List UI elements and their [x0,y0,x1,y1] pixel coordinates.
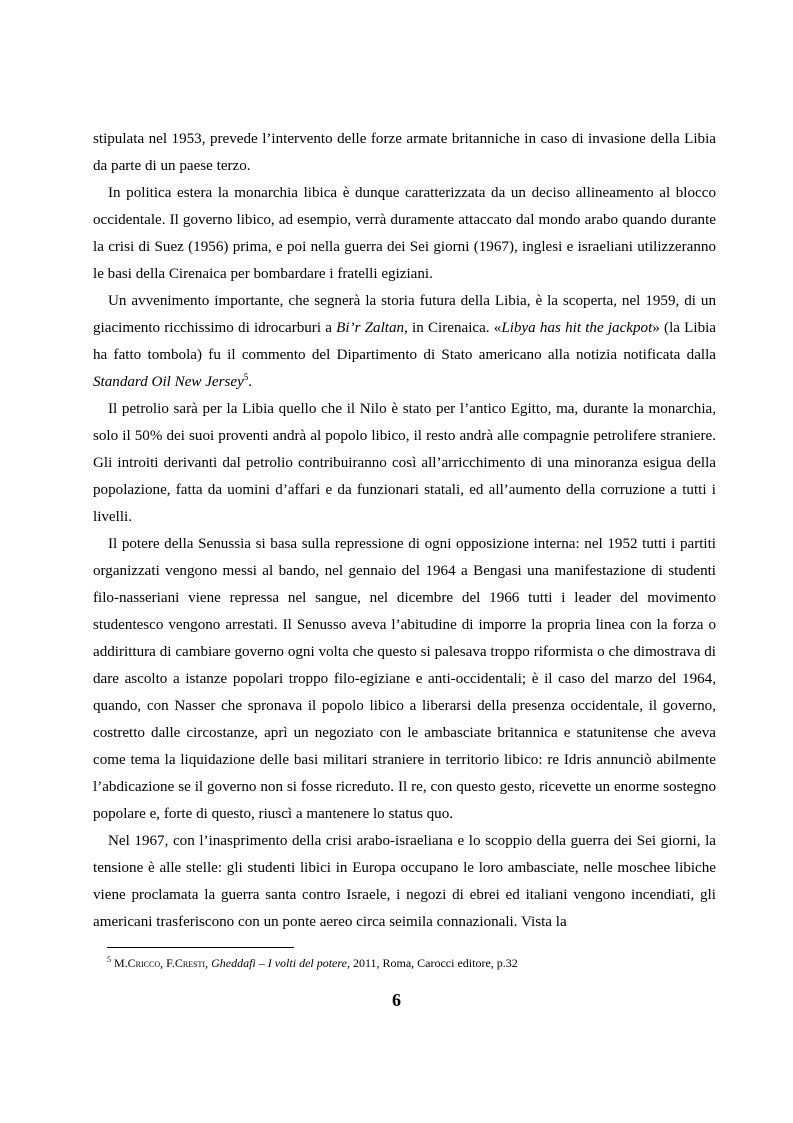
footnote [107,956,727,971]
footnote-divider [107,947,294,948]
paragraph-senussi-power: Il potere della Senussia si basa sulla repressione di ogni opposizione interna: nel 1952 tutti i partiti organizzati vengono messi al bando, nel gennaio del 1964 a Bengasi una manifestazione di studenti filo-nasseriani viene repressa nel sangue, nel dicembre del 1966 tutti i leader del movimento studentesco vengono arrestati. Il Senusso aveva l’abitudine di imporre la propria linea con la forza o addirittura di cambiare governo ogni volta che questo si palesava troppo riformista o che dimostrava di dare ascolto a istanze popolari troppo filo-egiziane e anti-occidentali; è il caso del marzo del 1964, quando, con Nasser che spronava il popolo libico a liberarsi della presenza occidentale, il governo, costretto dalle circostanze, aprì un negoziato con le ambasciate britannica e statunitense che aveva come tema la liquidazione delle basi militari straniere in territorio libico: re Idris annunciò abilmente l’abdicazione se il governo non si fosse ricreduto. Il re, con questo gesto, ricevette un enorme sostegno popolare e, forte di questo, riuscì a mantenere lo status quo. [93,536,716,822]
footnote-separator: , [205,956,212,970]
footnote-separator: , [160,956,167,970]
paragraph-continuation: stipulata nel 1953, prevede l’intervento delle forze armate britanniche in caso di invasione della Libia da parte di un paese terzo. [93,131,716,174]
footnote-author-name: Cresti [174,956,206,970]
text-span: » (la Libia ha fatto tombola) fu il commento del Dipartimento di Stato americano alla notizia notificata dalla [93,320,717,363]
quote: Libya has hit the jackpot [501,320,653,336]
footnote-author-initial: F. [166,956,175,970]
page-body [93,126,716,936]
paragraph-foreign-policy: In politica estera la monarchia libica è dunque caratterizzata da un deciso allineamento al blocco occidentale. Il governo libico, ad esempio, verrà duramente attaccato dal mondo arabo quando durante la crisi di Suez (1956) prima, e poi nella guerra dei Sei giorni (1967), inglesi e israeliani utilizzeranno le basi della Cirenaica per bombardare i fratelli egiziani. [93,185,716,282]
text-span: Un avvenimento importante, che segnerà la storia futura della Libia, è la scoperta, nel 1959, di un giacimento ricchissimo di idrocarburi a [93,293,716,336]
footnote-author-initial: M. [114,956,128,970]
footnote-reference: 5 [243,371,249,382]
paragraph-oil-revenue: Il petrolio sarà per la Libia quello che il Nilo è stato per l’antico Egitto, ma, durante la monarchia, solo il 50% dei suoi proventi andrà al popolo libico, il resto andrà alle compagnie petrolifere straniere. Gli introiti derivanti dal petrolio contribuiranno così all’arricchimento di una minoranza esigua della popolazione, fatta da uomini d’affari e da funzionari statali, ed all’aumento della corruzione a tutti i livelli. [93,401,716,525]
footnote-publication-info: , 2011, Roma, Carocci editore, p.32 [346,956,518,970]
paragraph-oil-discovery [93,288,716,396]
footnote-number: 5 [107,955,111,964]
company-name: Standard Oil New Jersey [93,374,244,390]
footnote-author-name: Cricco [127,956,161,970]
paragraph-1967-crisis: Nel 1967, con l’inasprimento della crisi arabo-israeliana e lo scoppio della guerra dei Sei giorni, la tensione è alle stelle: gli studenti libici in Europa occupano le loro ambasciate, nelle moschee libiche viene proclamata la guerra santa contro Israele, i negozi di ebrei ed italiani vengono incendiati, gli americani trasferiscono con un ponte aereo circa seimila connazionali. Vista la [93,833,716,930]
text-span: , in Cirenaica. « [404,320,502,336]
footnote-book-title: Gheddafi – I volti del potere [211,956,347,970]
text-span: . [248,374,253,390]
place-name: Bi’r Zaltan [336,320,405,336]
page-number: 6 [392,990,401,1010]
